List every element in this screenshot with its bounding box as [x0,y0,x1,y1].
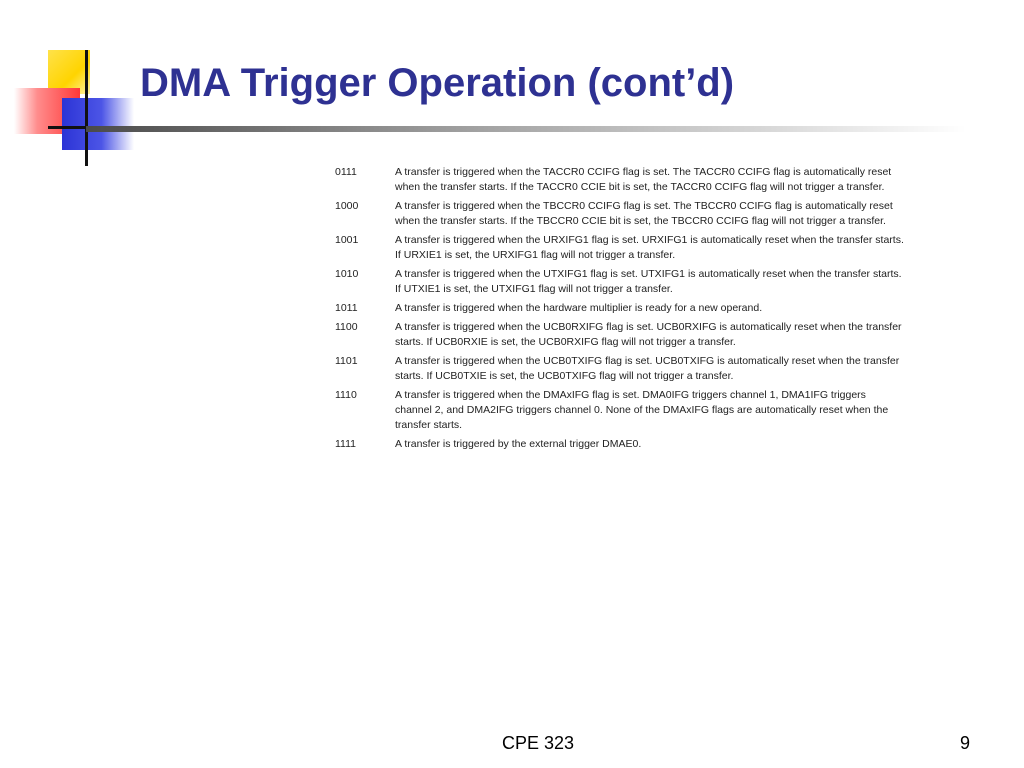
trigger-code: 1111 [335,438,357,450]
trigger-code: 1011 [335,302,358,314]
trigger-code: 1110 [335,389,357,401]
trigger-description: A transfer is triggered when the UTXIFG1 flag is set. UTXIFG1 is automatically reset when the transfer starts. If UTXIE1 is set, the UTXIFG1 flag will not trigger a transfer. [395,268,902,295]
page-number: 9 [959,733,970,753]
trigger-description: A transfer is triggered when the hardware multiplier is ready for a new operand. [395,302,763,314]
table-row [335,267,915,297]
table-row [335,199,915,229]
trigger-code: 0111 [335,166,357,178]
table-row [335,301,915,316]
logo-blue-square [62,98,134,150]
trigger-code: 1001 [335,234,359,246]
footer-course: CPE 323 [501,733,575,753]
trigger-description: A transfer is triggered when the UCB0TXIFG flag is set. UCB0TXIFG is automatically reset when the transfer starts. If UCB0TXIE is set, the UCB0TXIFG flag will not trigger a transfer. [395,355,900,382]
trigger-table [335,165,915,456]
logo-vertical-line [85,50,88,166]
trigger-description: A transfer is triggered when the UCB0RXIFG flag is set. UCB0RXIFG is automatically reset when the transfer starts. If UCB0RXIE is set, the UCB0RXIFG flag will not trigger a transfer. [395,321,902,348]
trigger-description: A transfer is triggered when the DMAxIFG flag is set. DMA0IFG triggers channel 1, DMA1IFG triggers channel 2, and DMA2IFG triggers channel 0. None of the DMAxIFG flags are automatically reset when the transfer starts. [395,389,889,431]
title-underline [86,126,966,132]
table-row [335,388,915,433]
slide-title: DMA Trigger Operation (cont’d) [140,61,735,105]
trigger-code: 1100 [335,321,358,333]
table-row [335,165,915,195]
trigger-code: 1101 [335,355,358,367]
trigger-description: A transfer is triggered when the TACCR0 CCIFG flag is set. The TACCR0 CCIFG flag is automatically reset when the transfer starts. If the TACCR0 CCIE bit is set, the TACCR0 CCIFG flag will not trigger a transfer. [395,166,892,193]
trigger-description: A transfer is triggered by the external trigger DMAE0. [395,438,642,450]
table-row [335,437,915,452]
trigger-description: A transfer is triggered when the TBCCR0 CCIFG flag is set. The TBCCR0 CCIFG flag is automatically reset when the transfer starts. If the TBCCR0 CCIE bit is set, the TBCCR0 CCIFG flag will not trigger a transfer. [395,200,893,227]
trigger-code: 1010 [335,268,359,280]
table-row [335,320,915,350]
trigger-description: A transfer is triggered when the URXIFG1 flag is set. URXIFG1 is automatically reset when the transfer starts. If URXIE1 is set, the URXIFG1 flag will not trigger a transfer. [395,234,904,261]
trigger-code: 1000 [335,200,359,212]
table-row [335,354,915,384]
table-row [335,233,915,263]
